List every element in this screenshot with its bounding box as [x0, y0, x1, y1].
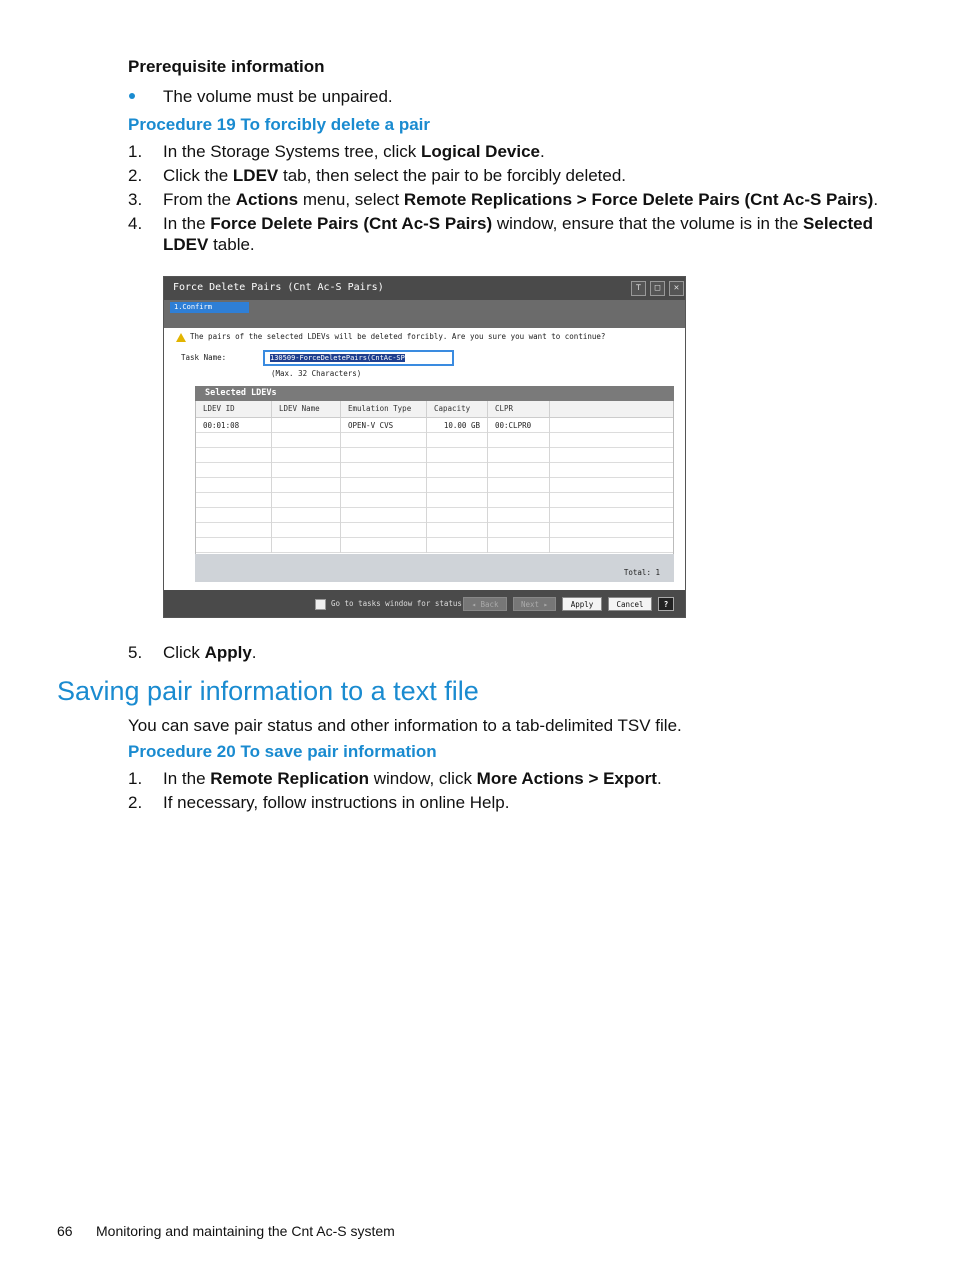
column-capacity[interactable]: Capacity — [427, 401, 488, 418]
cell-emulation-type: OPEN-V CVS — [341, 418, 427, 433]
column-emulation-type[interactable]: Emulation Type — [341, 401, 427, 418]
warning-message: The pairs of the selected LDEVs will be deleted forcibly. Are you sure you want to continue? — [176, 332, 605, 342]
step-number: 2. — [128, 793, 143, 812]
step-3: From the Actions menu, select Remote Replications > Force Delete Pairs (Cnt Ac-S Pairs). — [163, 190, 879, 209]
procedure-19-title: Procedure 19 To forcibly delete a pair — [128, 115, 431, 134]
cell-capacity: 10.00 GB — [427, 418, 488, 433]
footer-text: Monitoring and maintaining the Cnt Ac-S system — [96, 1223, 395, 1239]
window-title: Force Delete Pairs (Cnt Ac-S Pairs) — [173, 282, 384, 293]
table-total-bar — [195, 564, 674, 582]
selected-ldevs-header: Selected LDEVs — [195, 386, 674, 401]
prereq-heading: Prerequisite information — [128, 57, 325, 76]
table-scroll-area[interactable] — [195, 554, 674, 564]
table-row-empty — [196, 478, 673, 493]
maximize-icon[interactable]: □ — [650, 281, 665, 296]
table-row-empty — [196, 493, 673, 508]
prereq-bullet: The volume must be unpaired. — [163, 87, 393, 106]
table-row-empty — [196, 523, 673, 538]
step-2-help: If necessary, follow instructions in online Help. — [163, 793, 510, 812]
cell-clpr: 00:CLPR0 — [488, 418, 550, 433]
table-row-empty — [196, 508, 673, 523]
step-number: 1. — [128, 769, 143, 788]
wizard-step-bar — [164, 300, 685, 328]
help-button[interactable]: ? — [658, 597, 674, 611]
procedure-20-title: Procedure 20 To save pair information — [128, 742, 437, 761]
task-name-hint: (Max. 32 Characters) — [271, 369, 362, 378]
selected-ldevs-table — [195, 401, 674, 554]
column-clpr[interactable]: CLPR — [488, 401, 550, 418]
apply-button[interactable]: Apply — [562, 597, 602, 611]
step-1: In the Storage Systems tree, click Logical Device. — [163, 142, 545, 161]
table-row-empty — [196, 433, 673, 448]
step-4-continued: LDEV table. — [163, 235, 255, 254]
section-heading: Saving pair information to a text file — [57, 676, 479, 706]
pin-icon[interactable]: ⊤ — [631, 281, 646, 296]
cell-ldev-id: 00:01:08 — [196, 418, 272, 433]
window-button-bar — [164, 590, 685, 618]
step-confirm: 1.Confirm — [170, 302, 249, 313]
task-name-label: Task Name: — [181, 353, 227, 362]
table-row[interactable] — [196, 418, 673, 433]
table-row-empty — [196, 463, 673, 478]
cell-ldev-name — [272, 418, 341, 433]
warning-icon — [176, 333, 186, 342]
step-number: 1. — [128, 142, 143, 161]
close-icon[interactable]: ✕ — [669, 281, 684, 296]
table-row-empty — [196, 448, 673, 463]
step-number: 2. — [128, 166, 143, 185]
force-delete-pairs-window — [163, 276, 686, 618]
cancel-button[interactable]: Cancel — [608, 597, 652, 611]
column-filler — [550, 401, 673, 418]
step-number: 5. — [128, 643, 143, 662]
next-button[interactable]: Next ▸ — [513, 597, 556, 611]
window-title-bar — [164, 277, 685, 300]
step-5: Click Apply. — [163, 643, 257, 662]
go-to-tasks-label: Go to tasks window for status — [331, 599, 462, 608]
task-name-input[interactable]: 130509-ForceDeletePairs(CntAc-SP — [263, 350, 454, 366]
bullet-icon — [129, 93, 135, 99]
table-row-empty — [196, 538, 673, 553]
back-button[interactable]: ◂ Back — [463, 597, 507, 611]
page-number: 66 — [57, 1223, 73, 1239]
step-number: 4. — [128, 214, 143, 233]
total-count: Total: 1 — [623, 568, 660, 577]
go-to-tasks-checkbox[interactable] — [315, 599, 326, 610]
step-number: 3. — [128, 190, 143, 209]
step-1-export: In the Remote Replication window, click More Actions > Export. — [163, 769, 662, 788]
step-2: Click the LDEV tab, then select the pair to be forcibly deleted. — [163, 166, 627, 185]
section-intro: You can save pair status and other information to a tab-delimited TSV file. — [128, 716, 682, 735]
column-ldev-name[interactable]: LDEV Name — [272, 401, 341, 418]
column-ldev-id[interactable]: LDEV ID — [196, 401, 272, 418]
step-4: In the Force Delete Pairs (Cnt Ac-S Pairs) window, ensure that the volume is in the Selected — [163, 214, 873, 233]
